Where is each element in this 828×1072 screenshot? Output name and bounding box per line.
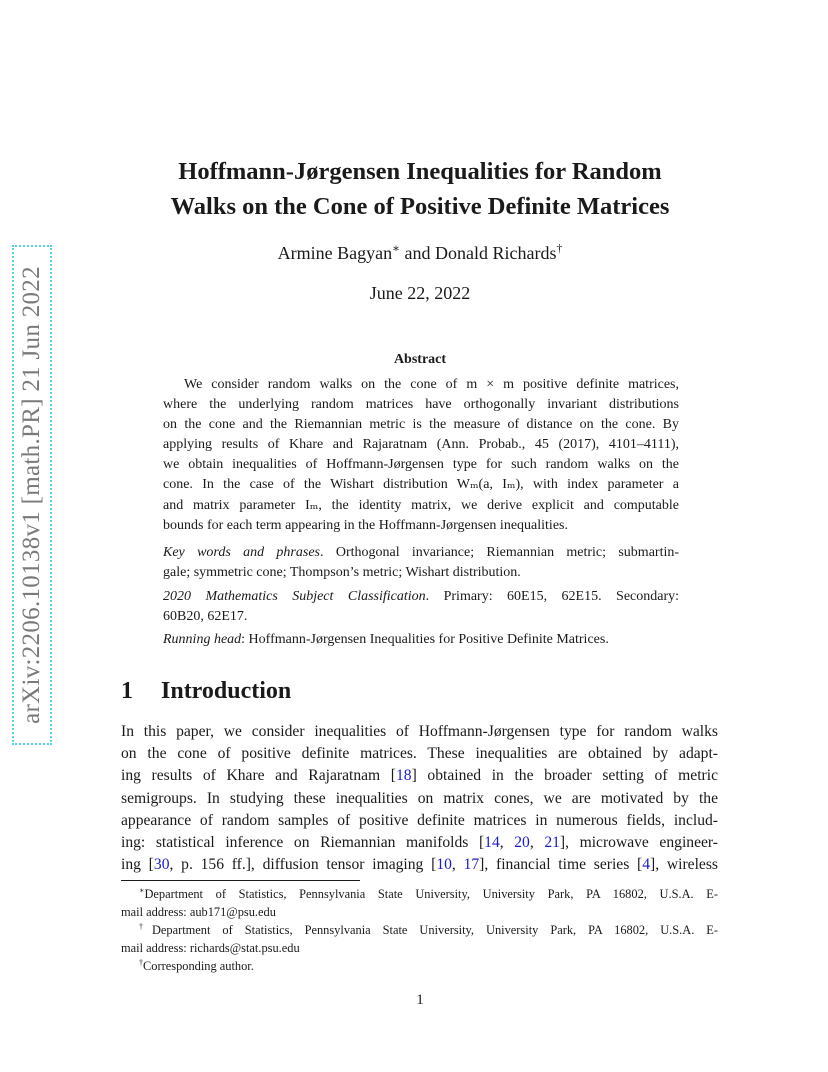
page-number: 1 [416, 992, 424, 1008]
footnote-1: ∗Department of Statistics, Pennsylvania State University, University Park, PA 16802, U.S.A. E- [139, 885, 718, 901]
abstract-line: we obtain inequalities of Hoffmann-Jørgensen type for such random walks on the [163, 457, 679, 473]
footnote-mark-star: ∗ [392, 242, 401, 255]
running-head-text: : Hoffmann-Jørgensen Inequalities for Positive Definite Matrices. [241, 632, 609, 647]
section-number: 1 [121, 678, 133, 704]
paper-title [110, 154, 730, 224]
citation-link-20[interactable]: 20 [514, 834, 530, 852]
keywords-text: Orthogonal invariance; Riemannian metric; submartin- [335, 545, 680, 560]
footnote-3: †Corresponding author. [139, 957, 254, 973]
section-title: Introduction [161, 678, 292, 704]
arxiv-stamp [12, 245, 52, 745]
running-head-label: Running head [163, 632, 242, 647]
title-line-2: Walks on the Cone of Positive Definite Matrices [170, 193, 670, 220]
abstract-line: cone. In the case of the Wishart distribution Wₘ(a, Iₘ), with index parameter a [163, 477, 679, 493]
paper-date: June 22, 2022 [369, 283, 471, 303]
intro-line: ing [30, p. 156 ff.], diffusion tensor imaging [10, 17], financial time series [4], wireless [121, 856, 718, 874]
intro-line: ing results of Khare and Rajaratnam [18] obtained in the broader setting of metric [121, 767, 718, 785]
footnote-2-cont: mail address: richards@stat.psu.edu [121, 941, 300, 955]
citation-link-30[interactable]: 30 [153, 856, 170, 874]
intro-line: semigroups. In studying these inequalities on matrix cones, we are motivated by the [121, 789, 718, 807]
title-line-1: Hoffmann-Jørgensen Inequalities for Random [178, 158, 662, 185]
abstract-line: bounds for each term appearing in the Hoffmann-Jørgensen inequalities. [163, 517, 568, 533]
keywords-label: Key words and phrases [163, 545, 320, 560]
running-head-block [163, 630, 679, 650]
author-conjunction: and [400, 243, 436, 263]
footnote-mark-dagger: † [556, 242, 563, 255]
citation-link-21[interactable]: 21 [544, 834, 560, 852]
citation-link-17[interactable]: 17 [463, 856, 480, 874]
keywords-text: gale; symmetric cone; Thompson’s metric; Wishart distribution. [163, 565, 521, 581]
citation-link-14[interactable]: 14 [484, 834, 500, 852]
citation-link-10[interactable]: 10 [436, 856, 452, 874]
footnote-2: †Department of Statistics, Pennsylvania State University, University Park, PA 16802, U.S.A. E- [139, 921, 718, 937]
abstract-line: where the underlying random matrices have orthogonally invariant distributions [163, 397, 679, 413]
intro-paragraph [121, 721, 718, 876]
author-bagyan: Armine Bagyan [277, 243, 393, 263]
arxiv-id-text: arXiv:2206.10138v1 [math.PR] 21 Jun 2022 [18, 266, 45, 724]
abstract-body [163, 375, 679, 536]
msc-block: 2020 Mathematics Subject Classification. Primary: 60E15, 62E15. Secondary: 60B20, 62E17. [163, 587, 679, 627]
footnote-rule [121, 880, 360, 881]
abstract-line: We consider random walks on the cone of m × m positive definite matrices, [184, 377, 679, 392]
author-list [110, 243, 730, 264]
msc-text: Primary: 60E15, 62E15. Secondary: [443, 589, 680, 604]
abstract-line: applying results of Khare and Rajaratnam (Ann. Probab., 45 (2017), 4101–4111), [163, 437, 679, 453]
intro-line: appearance of random samples of positive definite matrices in numerous fields, includ- [121, 811, 718, 829]
section-heading [121, 678, 291, 705]
msc-text: 60B20, 62E17. [163, 609, 248, 625]
keywords-block: Key words and phrases. Orthogonal invariance; Riemannian metric; submartin- gale; symmetric cone; Thompson’s metric; Wishart distribution. [163, 543, 679, 583]
author-richards: Donald Richards [435, 243, 557, 263]
abstract-line: on the cone and the Riemannian metric is the measure of distance on the cone. By [163, 417, 679, 433]
footnote-1-cont: mail address: aub171@psu.edu [121, 905, 276, 919]
abstract-line: and matrix parameter Iₘ, the identity matrix, we derive explicit and computable [163, 497, 679, 513]
citation-link-4[interactable]: 4 [642, 856, 651, 874]
intro-line: In this paper, we consider inequalities of Hoffmann-Jørgensen type for random walks [121, 723, 718, 740]
abstract-heading: Abstract [393, 352, 447, 367]
footnotes [121, 885, 718, 975]
msc-label: 2020 Mathematics Subject Classification [163, 589, 426, 604]
intro-line: ing: statistical inference on Riemannian manifolds [14, 20, 21], microwave engineer- [121, 834, 718, 852]
intro-line: on the cone of positive definite matrices. These inequalities are obtained by adapt- [121, 745, 718, 763]
citation-link-18[interactable]: 18 [396, 767, 412, 785]
